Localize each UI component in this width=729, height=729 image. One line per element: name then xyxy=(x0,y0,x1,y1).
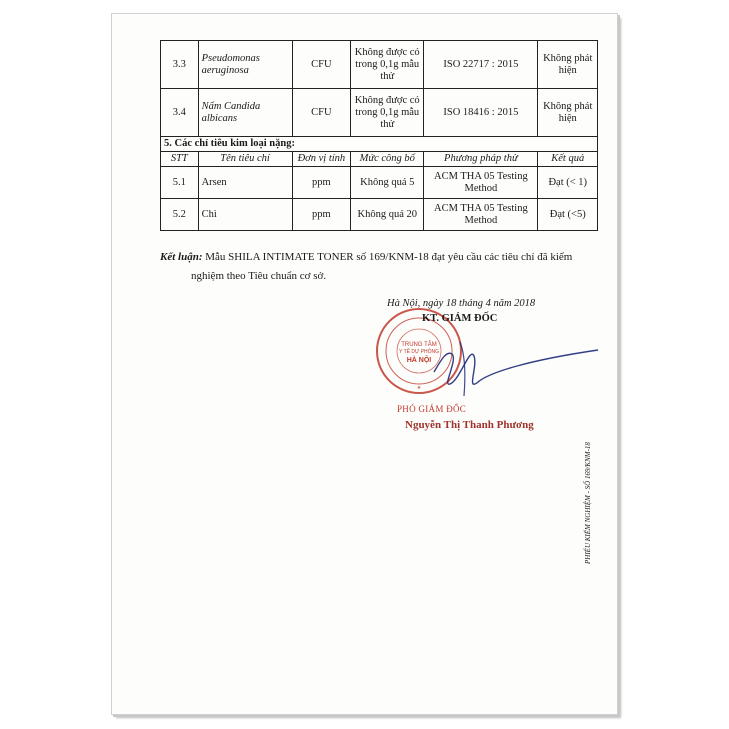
header-limit: Mức công bố xyxy=(351,152,424,167)
section-title: 5. Các chỉ tiêu kim loại nặng: xyxy=(161,137,598,152)
table-row xyxy=(161,89,598,137)
row-method: ACM THA 05 Testing Method xyxy=(424,167,538,199)
header-stt: STT xyxy=(161,152,199,167)
document-page xyxy=(112,14,617,714)
row-stt: 5.2 xyxy=(161,199,199,231)
row-limit: Không được có trong 0,1g mẫu thử xyxy=(351,41,424,89)
row-method: ACM THA 05 Testing Method xyxy=(424,199,538,231)
date-line: Hà Nội, ngày 18 tháng 4 năm 2018 xyxy=(387,298,536,309)
table-row xyxy=(161,167,598,199)
table-row xyxy=(161,199,598,231)
row-criterion: Chì xyxy=(198,199,292,231)
deputy-title: PHÓ GIÁM ĐỐC xyxy=(397,404,467,414)
handwritten-signature xyxy=(430,332,600,402)
row-limit: Không được có trong 0,1g mẫu thử xyxy=(351,89,424,137)
table-header-row xyxy=(161,152,598,167)
row-criterion: Nấm Candida albicans xyxy=(198,89,292,137)
header-method: Phương pháp thử xyxy=(424,152,538,167)
svg-text:★: ★ xyxy=(416,385,422,391)
section-heading-row xyxy=(161,137,598,152)
table-row xyxy=(161,41,598,89)
test-results-table xyxy=(160,40,598,231)
row-criterion: Pseudomonas aeruginosa xyxy=(198,41,292,89)
row-method: ISO 18416 : 2015 xyxy=(424,89,538,137)
row-method: ISO 22717 : 2015 xyxy=(424,41,538,89)
row-limit: Không quá 5 xyxy=(351,167,424,199)
conclusion-line-2: nghiệm theo Tiêu chuẩn cơ sở. xyxy=(191,270,327,282)
row-unit: CFU xyxy=(292,41,351,89)
row-result: Đạt (<5) xyxy=(538,199,598,231)
header-unit: Đơn vị tính xyxy=(292,152,351,167)
signer-name: Nguyễn Thị Thanh Phương xyxy=(405,419,534,431)
svg-text:TRUNG TÂM: TRUNG TÂM xyxy=(401,342,437,348)
row-limit: Không quá 20 xyxy=(351,199,424,231)
row-unit: CFU xyxy=(292,89,351,137)
header-result: Kết quả xyxy=(538,152,598,167)
conclusion-paragraph xyxy=(160,248,600,286)
signer-role: KT. GIÁM ĐỐC xyxy=(422,313,498,324)
row-result: Không phát hiện xyxy=(538,41,598,89)
svg-text:HÀ NỘI: HÀ NỘI xyxy=(406,357,432,364)
header-criterion: Tên tiêu chí xyxy=(198,152,292,167)
row-stt: 5.1 xyxy=(161,167,199,199)
row-criterion: Arsen xyxy=(198,167,292,199)
svg-text:Y TẾ DỰ PHÒNG: Y TẾ DỰ PHÒNG xyxy=(399,349,439,355)
row-result: Không phát hiện xyxy=(538,89,598,137)
conclusion-lead: Kết luận: xyxy=(160,251,203,263)
side-reference-note: PHIẾU KIỂM NGHIỆM - SỐ 169/KNM-18 xyxy=(584,442,592,564)
conclusion-line-1: Mẫu SHILA INTIMATE TONER số 169/KNM-18 đạt yêu cầu các tiêu chí đã kiểm xyxy=(202,251,573,263)
row-stt: 3.3 xyxy=(161,41,199,89)
row-unit: ppm xyxy=(292,199,351,231)
row-stt: 3.4 xyxy=(161,89,199,137)
row-result: Đạt (< 1) xyxy=(538,167,598,199)
row-unit: ppm xyxy=(292,167,351,199)
